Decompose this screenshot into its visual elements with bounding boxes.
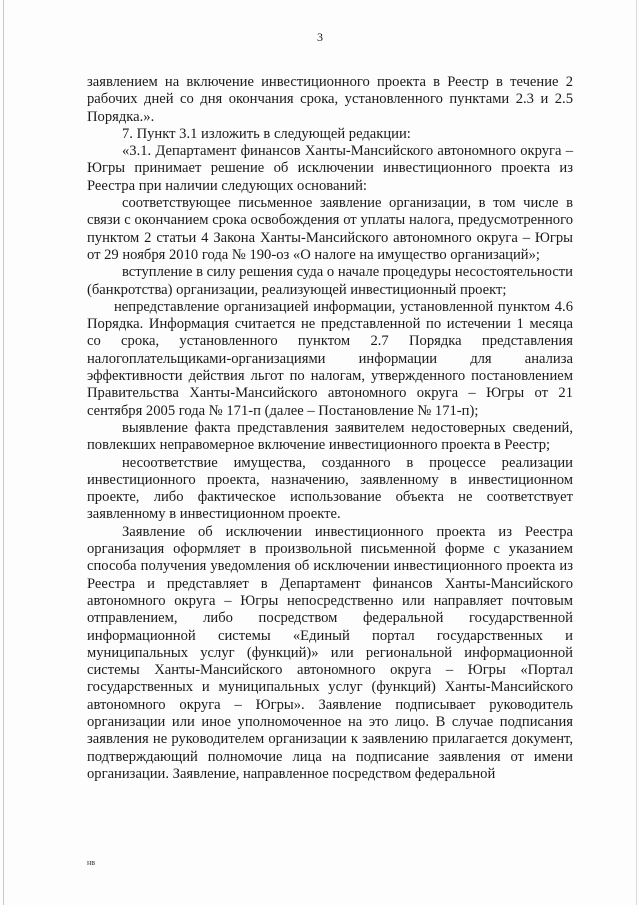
paragraph-ground-bankruptcy: вступление в силу решения суда о начале процедуры несостоятельности (банкротства) организации, реализующей инвестиционный проект; — [87, 264, 573, 298]
paragraph-item-7: 7. Пункт 3.1 изложить в следующей редакции: — [122, 125, 411, 142]
document-body — [87, 74, 573, 783]
paragraph-ground-application: соответствующее письменное заявление организации, в том числе в связи с окончанием срока освобождения от уплаты налога, предусмотренного пунктом 2 статьи 4 Закона Ханты-Мансийского автономного округа – Югры от 29 ноября 2010 года № 190-оз «О налоге на имущество организаций»; — [87, 195, 573, 263]
paragraph-ground-false-info: выявление факта представления заявителем недостоверных сведений, повлекших неправомерное включение инвестиционного проекта в Реестр; — [87, 419, 573, 454]
paragraph-ground-mismatch: несоответствие имущества, созданного в процессе реализации инвестиционного проекта, назначению, заявленному в инвестиционном проекте, либо фактическое использование объекта не соответствует заявленному в инвестиционном проекте. — [87, 454, 573, 523]
scan-left-edge — [3, 0, 4, 905]
paragraph-continuation: заявлением на включение инвестиционного проекта в Реестр в течение 2 рабочих дней со дня окончания срока, установленного пунктами 2.3 и 2.5 Порядка.». — [87, 74, 573, 125]
paragraph-clause-3-1: «3.1. Департамент финансов Ханты-Мансийского автономного округа – Югры принимает решение об исключении инвестиционного проекта из Реестра при наличии следующих оснований: — [87, 143, 573, 194]
paragraph-ground-no-information: непредставление организацией информации, установленной пунктом 4.6 Порядка. Информация считается не представленной по истечении 1 месяца со срока, установленного пунктом 2.7 Порядка представления налогоплательщиками-организациями информации для анализа эффективности действия льгот по налогам, утвержденного постановлением Правительства Ханты-Мансийского автономного округа – Югры от 21 сентября 2005 года № 171-п (далее – Постановление № 171-п); — [87, 298, 573, 419]
paragraph-application-procedure: Заявление об исключении инвестиционного проекта из Реестра организация оформляет в произвольной письменной форме с указанием способа получения уведомления об исключении инвестиционного проекта из Реестра и представляет в Департамент финансов Ханты-Мансийского автономного округа – Югры непосредственно или направляет почтовым отправлением, либо посредством федеральной государственной информационной системы «Единый портал государственных и муниципальных услуг (функций)» или региональной информационной системы Ханты-Мансийского автономного округа – Югры «Портал государственных и муниципальных услуг (функций) Ханты-Мансийского автономного округа – Югры». Заявление подписывает руководитель организации или иное уполномоченное на это лицо. В случае подписания заявления не руководителем организации к заявлению прилагается документ, подтверждающий полномочие лица на подписание заявления от имени организации. Заявление, направленное посредством федеральной — [87, 523, 573, 782]
page-number: 3 — [317, 30, 323, 44]
footer-initials: нв — [87, 858, 96, 867]
scan-right-edge — [636, 0, 637, 905]
